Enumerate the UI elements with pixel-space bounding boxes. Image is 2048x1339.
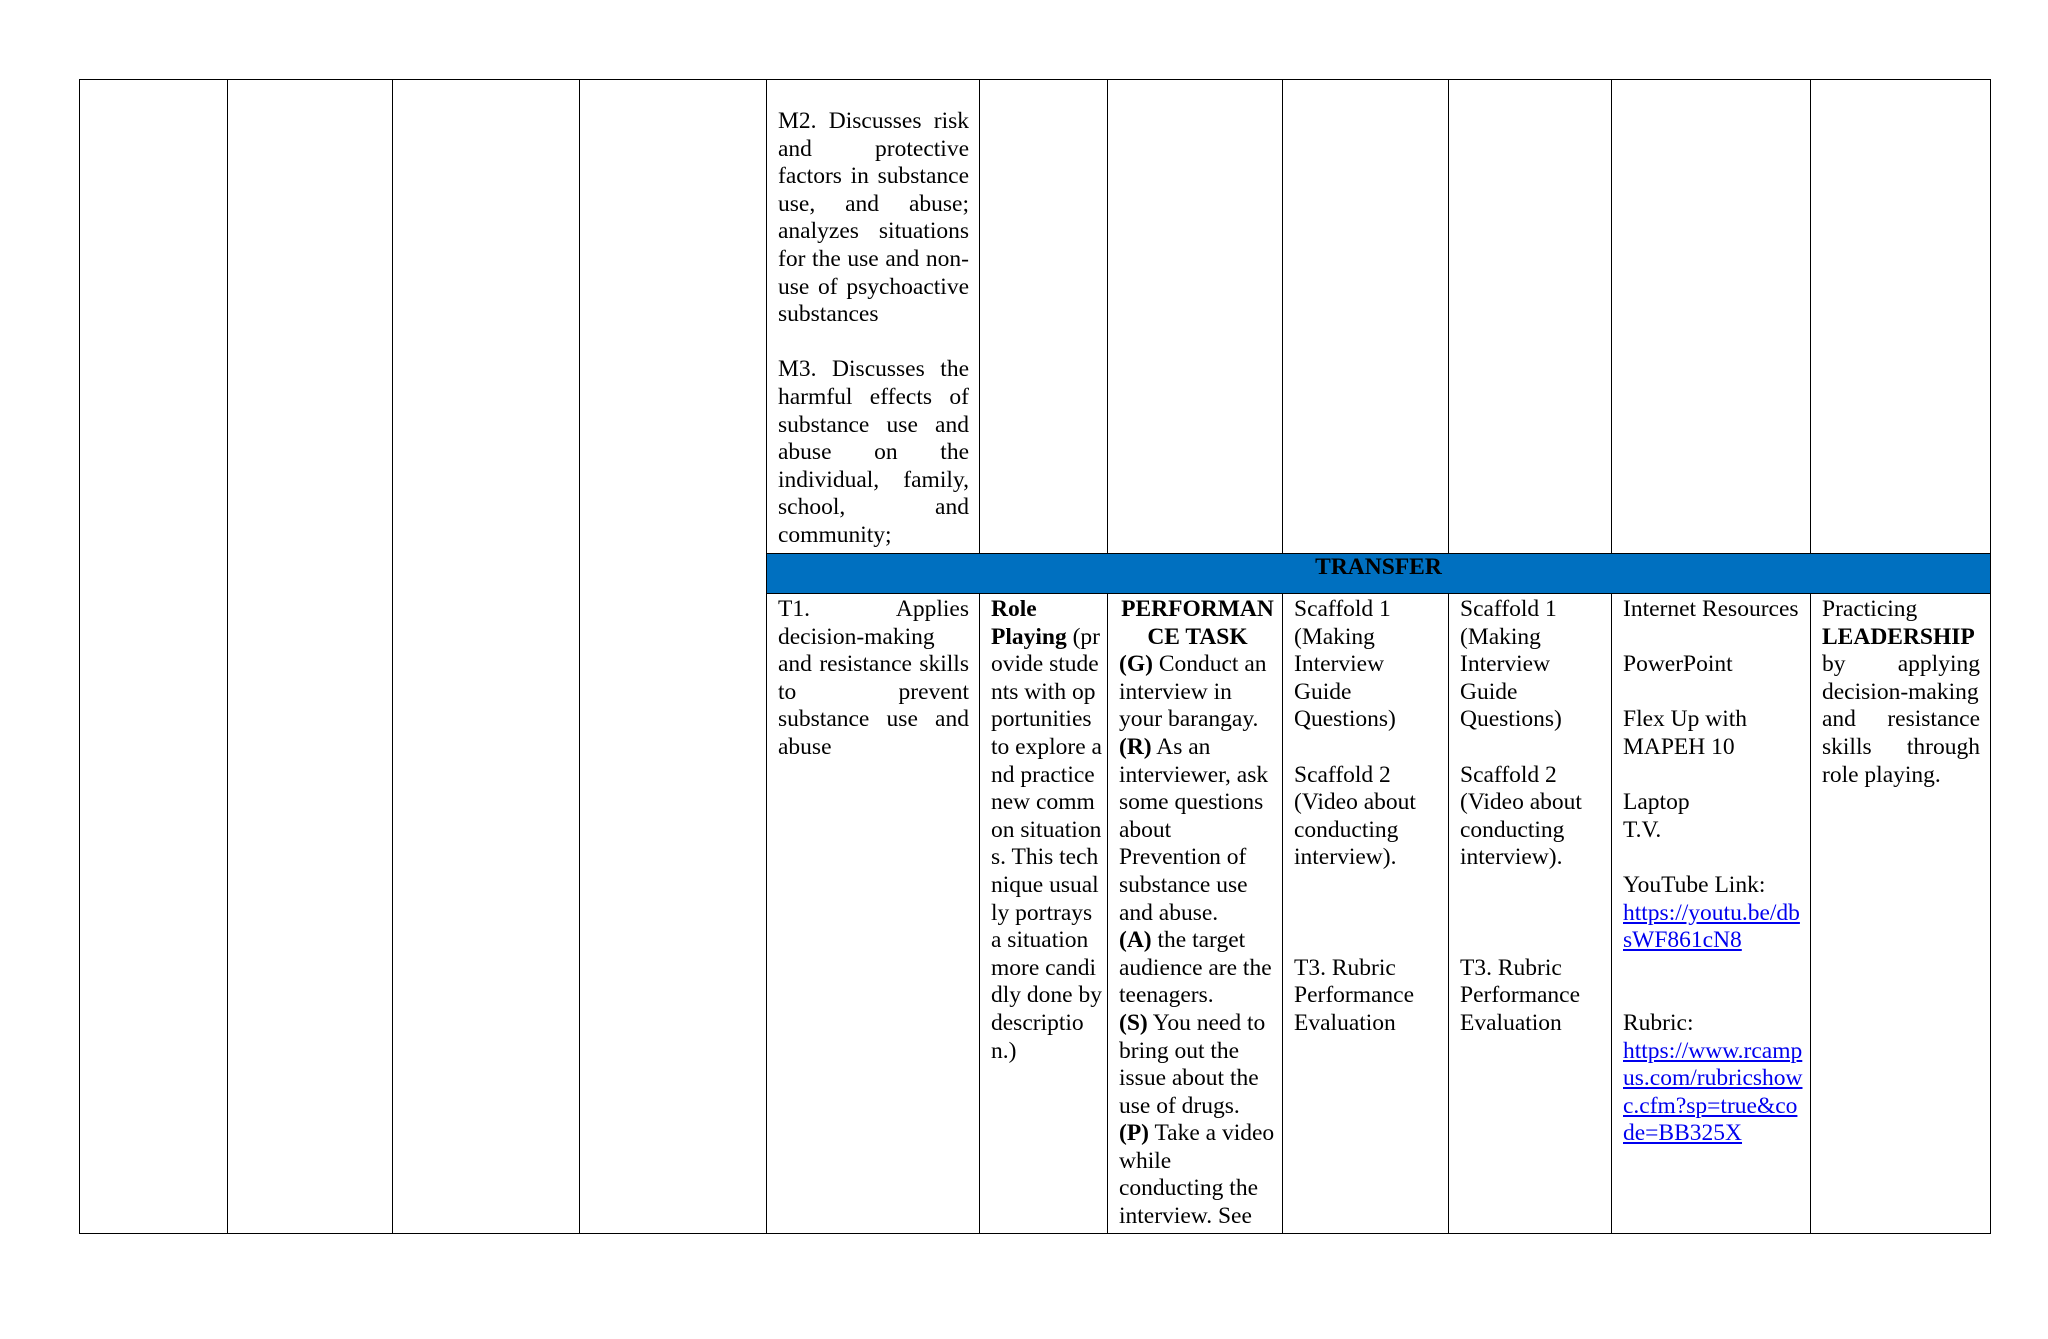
empty-cell-10 (1612, 80, 1811, 554)
values-text (1822, 596, 1980, 789)
role-item (1119, 734, 1276, 927)
role-text: As an interviewer, ask some questions about Prevention of substance use and abuse. (1119, 733, 1269, 926)
product-text: Take a video while conducting the interview. See (1119, 1120, 1275, 1230)
rubric-link[interactable]: https://www.rcampus.com/rubricshowc.cfm?sp=true&code=BB325X (1623, 1037, 1803, 1147)
product-label: (P) (1119, 1120, 1150, 1147)
scaffold-cell-1 (1283, 594, 1449, 1234)
youtube-link-wrap (1623, 900, 1804, 955)
resource-tv: T.V. (1623, 816, 1662, 843)
activity-title: Role Playing (991, 596, 1067, 650)
empty-cell-6 (980, 80, 1108, 554)
situation-text: You need to bring out the issue about the use of drugs. (1119, 1009, 1266, 1119)
audience-text: the target audience are the teenagers. (1119, 927, 1272, 1009)
performance-task-title: PERFORMANCE TASK (1121, 596, 1274, 650)
performance-task-cell (1108, 594, 1283, 1234)
competency-m3: M3. Discusses the harmful effects of substance use and abuse on the individual, family, school, and community; (778, 356, 969, 548)
youtube-label: YouTube Link: (1623, 871, 1766, 898)
resource-book: Flex Up with MAPEH 10 (1623, 706, 1748, 760)
activity-description (991, 596, 1103, 1065)
empty-cell-2 (228, 80, 393, 1234)
youtube-link[interactable]: https://youtu.be/dbsWF861cN8 (1623, 899, 1800, 954)
audience-item (1119, 927, 1276, 1010)
transfer-header: TRANSFER (767, 554, 1991, 594)
competency-m2: M2. Discusses risk and protective factors in substance use, and abuse; analyzes situations for the use and non-use of psychoactive substances (778, 108, 969, 328)
empty-cell-11 (1811, 80, 1991, 554)
scaffold-1-b: Scaffold 1 (Making Interview Guide Questions) (1460, 596, 1562, 733)
rubric-label: Rubric: (1623, 1009, 1694, 1036)
values-prefix: Practicing (1822, 596, 1918, 622)
scaffold-1-a: Scaffold 1 (Making Interview Guide Questions) (1294, 596, 1396, 733)
rubric-evaluation-a: T3. Rubric Performance Evaluation (1294, 954, 1415, 1036)
resource-laptop: Laptop (1623, 789, 1690, 816)
empty-cell-8 (1283, 80, 1449, 554)
empty-cell-7 (1108, 80, 1283, 554)
rubric-link-wrap (1623, 1038, 1804, 1148)
empty-cell-9 (1449, 80, 1612, 554)
scaffold-2-b: Scaffold 2 (Video about conducting interview). (1460, 761, 1582, 871)
rubric-evaluation-b: T3. Rubric Performance Evaluation (1460, 954, 1581, 1036)
values-suffix: by applying decision-making and resistance skills through role playing. (1822, 651, 1980, 788)
scaffold-2-a: Scaffold 2 (Video about conducting interview). (1294, 761, 1416, 871)
empty-cell-1 (80, 80, 228, 1234)
activity-body: (provide students with opportunities to explore and practice new common situations. This technique usually portrays a situation more candidly done by description.) (991, 623, 1102, 1064)
activity-cell (980, 594, 1108, 1234)
empty-cell-3 (393, 80, 580, 1234)
empty-cell-4 (580, 80, 767, 1234)
values-highlight: LEADERSHIP (1822, 623, 1975, 650)
scaffold-cell-2 (1449, 594, 1612, 1234)
goal-item (1119, 651, 1276, 734)
situation-label: (S) (1119, 1009, 1148, 1036)
resources-cell (1612, 594, 1811, 1234)
meaning-row (80, 80, 1991, 554)
situation-item (1119, 1010, 1276, 1120)
competency-t1: T1. Applies decision-making and resistance skills to prevent substance use and abuse (778, 596, 969, 760)
resource-powerpoint: PowerPoint (1623, 651, 1733, 678)
meaning-competency-cell (767, 80, 980, 554)
transfer-competency-cell (767, 594, 980, 1234)
role-label: (R) (1119, 733, 1152, 760)
product-item (1119, 1120, 1276, 1230)
curriculum-map-table (79, 79, 1991, 1234)
goal-label: (G) (1119, 651, 1153, 678)
resource-internet: Internet Resources (1623, 596, 1799, 622)
audience-label: (A) (1119, 927, 1152, 954)
values-cell (1811, 594, 1991, 1234)
goal-text: Conduct an interview in your barangay. (1119, 651, 1267, 733)
